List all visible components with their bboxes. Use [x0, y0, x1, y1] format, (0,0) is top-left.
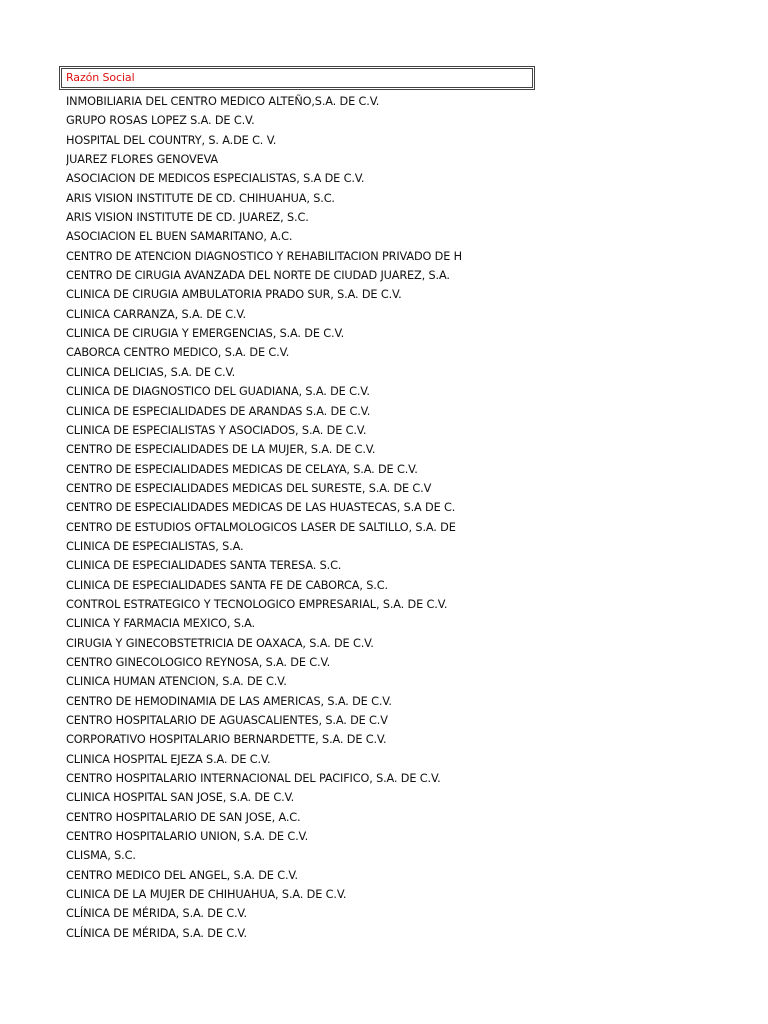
table-row[interactable]: CLINICA DE ESPECIALIDADES SANTA FE DE CABORCA, S.C. — [66, 578, 388, 592]
table-row[interactable]: CLINICA DE CIRUGIA AMBULATORIA PRADO SUR, S.A. DE C.V. — [66, 288, 402, 302]
table-row[interactable]: ARIS VISION INSTITUTE DE CD. JUAREZ, S.C. — [66, 211, 309, 225]
table-row[interactable]: CENTRO DE ESPECIALIDADES DE LA MUJER, S.A. DE C.V. — [66, 443, 376, 457]
table-row[interactable]: CLINICA Y FARMACIA MEXICO, S.A. — [66, 617, 255, 631]
table-row[interactable]: CENTRO DE ESPECIALIDADES MEDICAS DE CELAYA, S.A. DE C.V. — [66, 462, 418, 476]
table-row[interactable]: CLINICA DE ESPECIALIDADES SANTA TERESA. S.C. — [66, 559, 342, 573]
table-row[interactable]: CONTROL ESTRATEGICO Y TECNOLOGICO EMPRESARIAL, S.A. DE C.V. — [66, 597, 448, 611]
table-row[interactable]: CLINICA DE ESPECIALISTAS Y ASOCIADOS, S.A. DE C.V. — [66, 423, 367, 437]
table-row[interactable]: CLINICA CARRANZA, S.A. DE C.V. — [66, 307, 246, 321]
table-row[interactable]: CABORCA CENTRO MEDICO, S.A. DE C.V. — [66, 346, 290, 360]
table-row[interactable]: CLINICA DELICIAS, S.A. DE C.V. — [66, 365, 236, 379]
table-row[interactable]: ASOCIACION EL BUEN SAMARITANO, A.C. — [66, 230, 293, 244]
company-list — [66, 92, 526, 943]
table-row[interactable]: CLÍNICA DE MÉRIDA, S.A. DE C.V. — [66, 926, 247, 940]
table-row[interactable]: CENTRO HOSPITALARIO INTERNACIONAL DEL PACIFICO, S.A. DE C.V. — [66, 772, 441, 786]
table-row[interactable]: CENTRO DE HEMODINAMIA DE LAS AMERICAS, S.A. DE C.V. — [66, 694, 392, 708]
table-row[interactable]: CENTRO GINECOLOGICO REYNOSA, S.A. DE C.V. — [66, 655, 331, 669]
table-row[interactable]: CLINICA DE DIAGNOSTICO DEL GUADIANA, S.A. DE C.V. — [66, 385, 370, 399]
table-row[interactable]: CLINICA HUMAN ATENCION, S.A. DE C.V. — [66, 675, 287, 689]
table-row[interactable]: GRUPO ROSAS LOPEZ S.A. DE C.V. — [66, 114, 255, 128]
table-row[interactable]: CENTRO HOSPITALARIO DE SAN JOSE, A.C. — [66, 810, 301, 824]
table-row[interactable]: CENTRO DE ESPECIALIDADES MEDICAS DEL SURESTE, S.A. DE C.V — [66, 481, 432, 495]
table-row[interactable]: CENTRO DE ATENCION DIAGNOSTICO Y REHABILITACION PRIVADO DE H — [66, 249, 463, 263]
table-row[interactable]: CLINICA DE ESPECIALIDADES DE ARANDAS S.A. DE C.V. — [66, 404, 371, 418]
table-row[interactable]: CENTRO MEDICO DEL ANGEL, S.A. DE C.V. — [66, 868, 298, 882]
table-row[interactable]: CLINICA DE CIRUGIA Y EMERGENCIAS, S.A. DE C.V. — [66, 327, 345, 341]
table-row[interactable]: JUAREZ FLORES GENOVEVA — [66, 153, 219, 167]
table-row[interactable]: CENTRO HOSPITALARIO UNION, S.A. DE C.V. — [66, 830, 309, 844]
table-row[interactable]: ASOCIACION DE MEDICOS ESPECIALISTAS, S.A DE C.V. — [66, 172, 365, 186]
table-row[interactable]: CIRUGIA Y GINECOBSTETRICIA DE OAXACA, S.A. DE C.V. — [66, 636, 374, 650]
table-row[interactable]: CORPORATIVO HOSPITALARIO BERNARDETTE, S.A. DE C.V. — [66, 733, 387, 747]
column-header-razon-social[interactable]: Razón Social — [61, 68, 533, 88]
table-row[interactable]: CLÍNICA DE MÉRIDA, S.A. DE C.V. — [66, 907, 247, 921]
table-row[interactable]: CLINICA DE LA MUJER DE CHIHUAHUA, S.A. DE C.V. — [66, 888, 347, 902]
table-row[interactable]: CENTRO HOSPITALARIO DE AGUASCALIENTES, S.A. DE C.V — [66, 714, 388, 727]
table-row[interactable]: CLINICA HOSPITAL SAN JOSE, S.A. DE C.V. — [66, 791, 295, 805]
table-row[interactable]: CLINICA HOSPITAL EJEZA S.A. DE C.V. — [66, 752, 271, 766]
table-row[interactable]: CENTRO DE ESPECIALIDADES MEDICAS DE LAS HUASTECAS, S.A DE C. — [66, 501, 456, 515]
table-row[interactable]: INMOBILIARIA DEL CENTRO MEDICO ALTEÑO,S.A. DE C.V. — [66, 95, 380, 108]
table-row[interactable]: ARIS VISION INSTITUTE DE CD. CHIHUAHUA, S.C. — [66, 191, 335, 205]
table-row[interactable]: CLISMA, S.C. — [66, 849, 136, 863]
table-row[interactable]: HOSPITAL DEL COUNTRY, S. A.DE C. V. — [66, 133, 277, 147]
table-row[interactable]: CLINICA DE ESPECIALISTAS, S.A. — [66, 539, 244, 553]
table-row[interactable]: CENTRO DE CIRUGIA AVANZADA DEL NORTE DE CIUDAD JUAREZ, S.A. — [66, 269, 450, 283]
table-row[interactable]: CENTRO DE ESTUDIOS OFTALMOLOGICOS LASER DE SALTILLO, S.A. DE — [66, 520, 456, 534]
